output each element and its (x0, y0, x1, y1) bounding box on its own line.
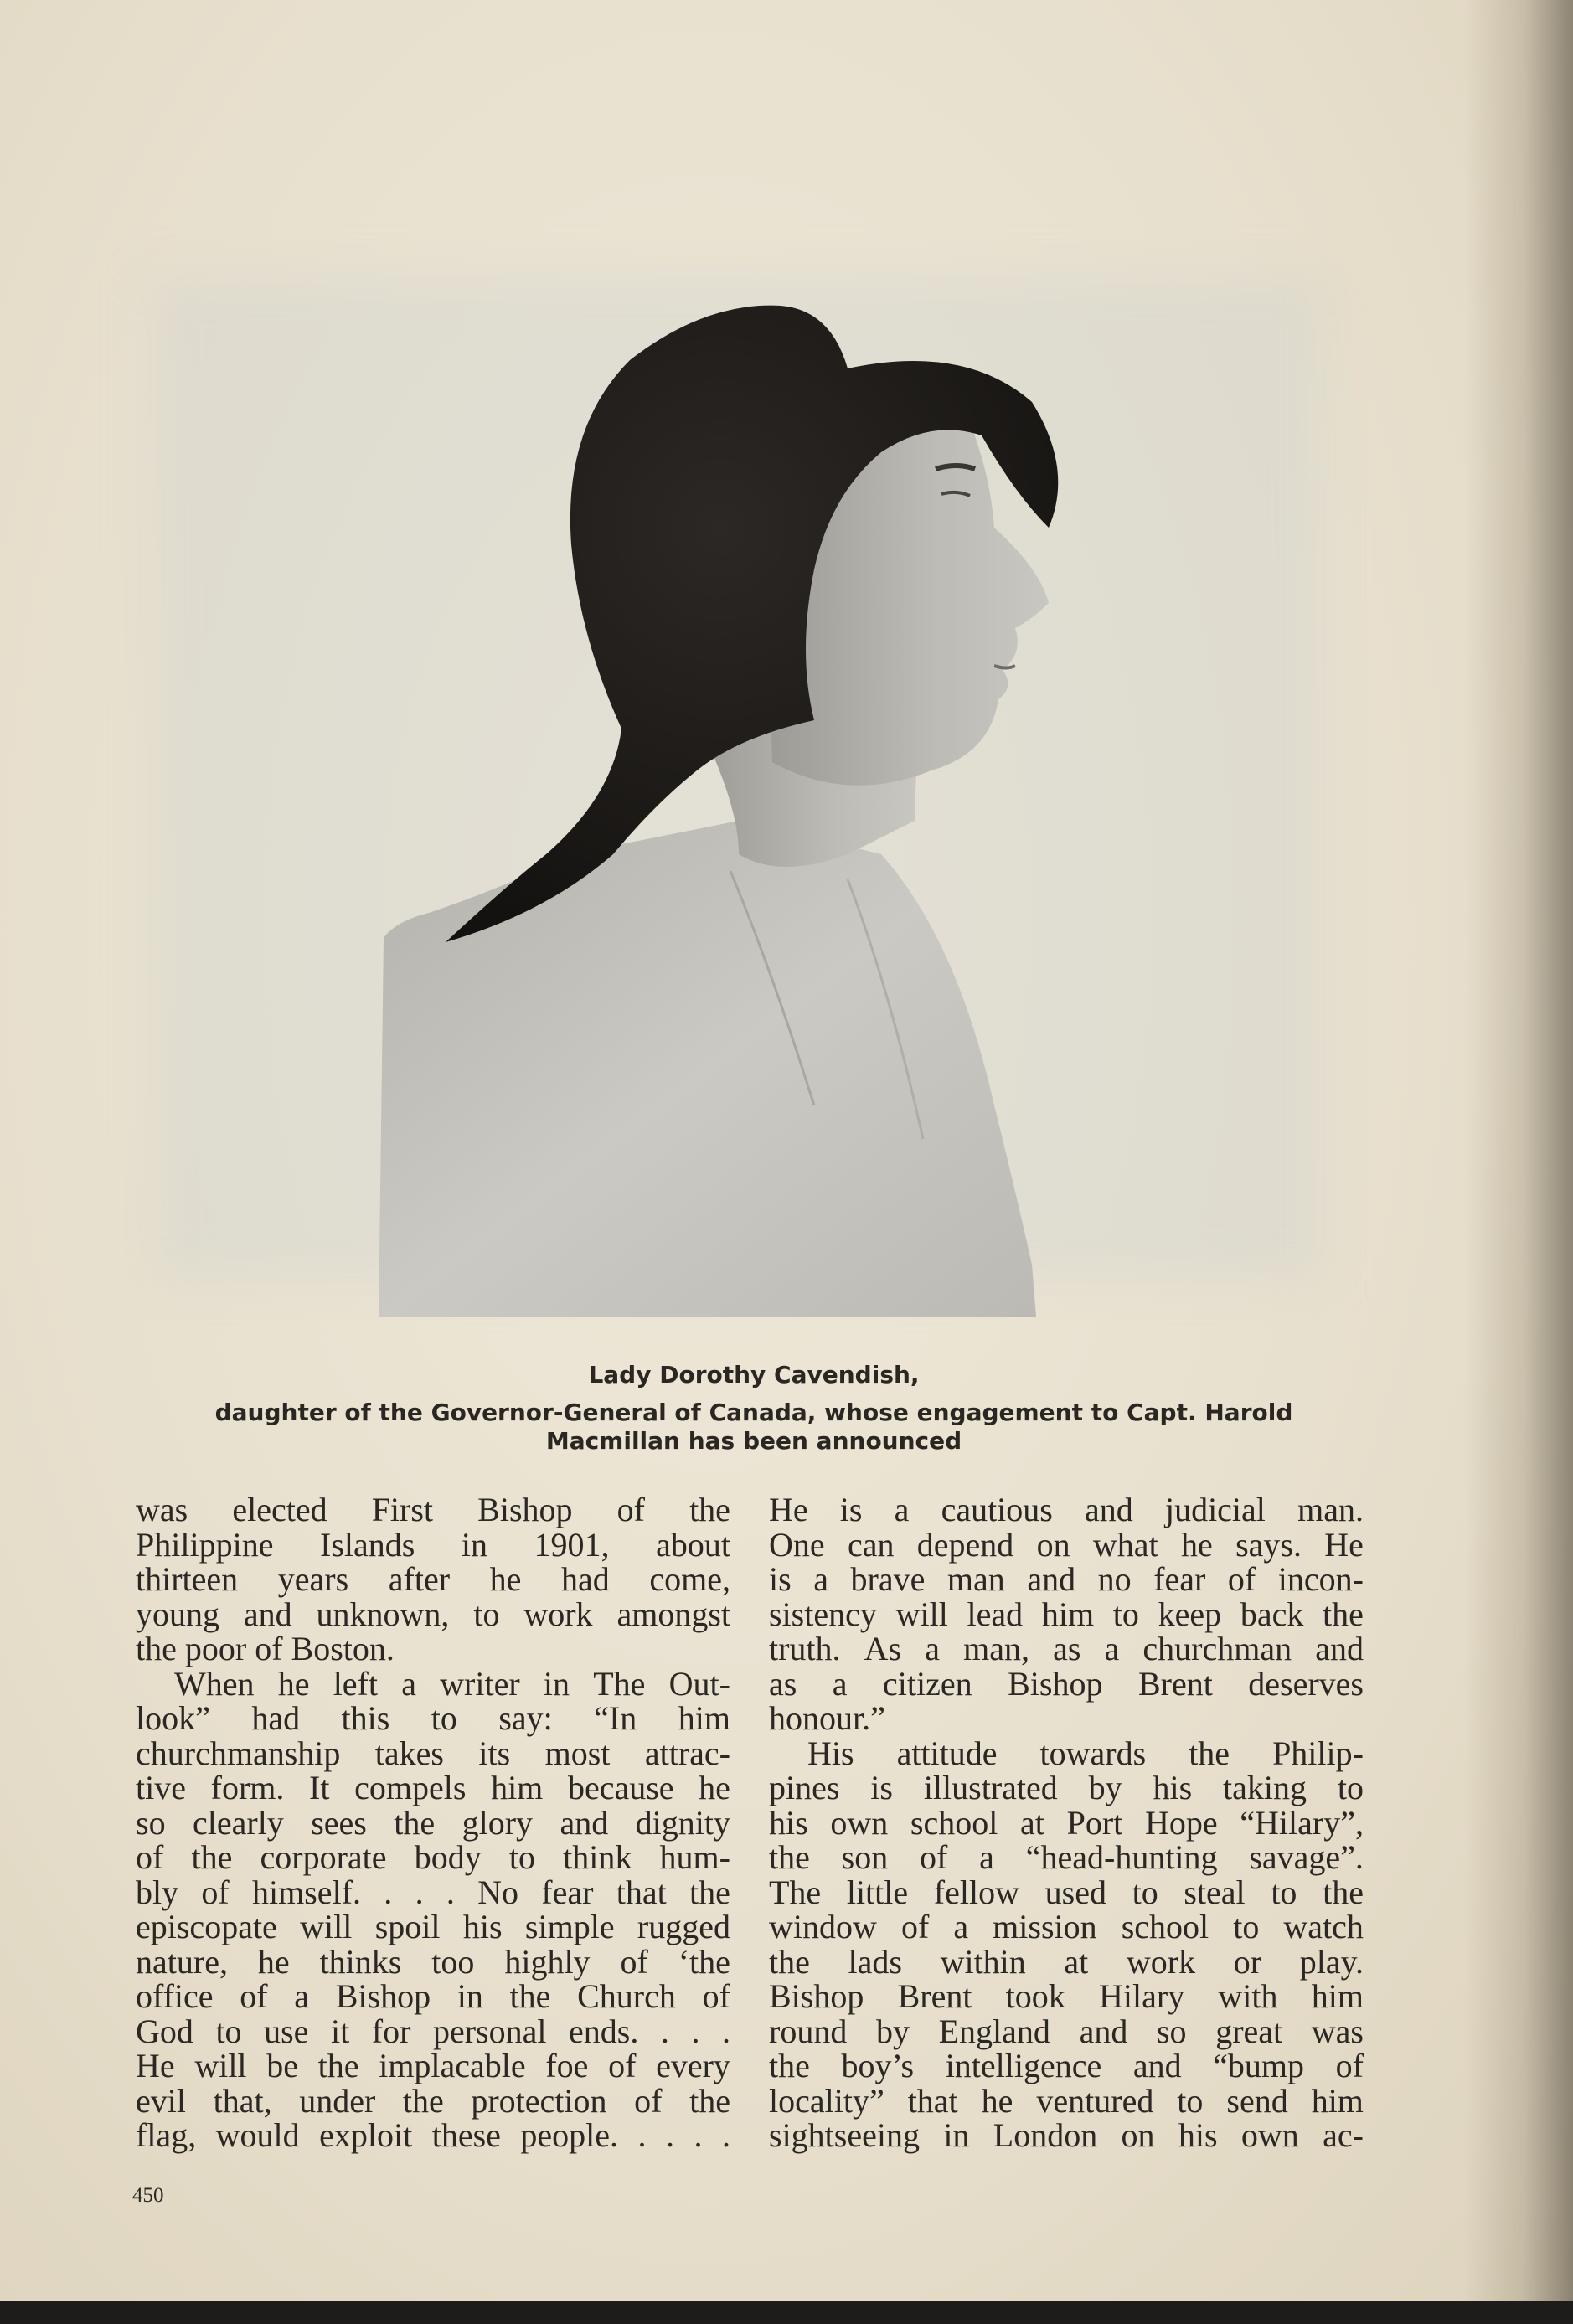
text-line: young and unknown, to work amongst (136, 1595, 730, 1633)
text-line: He will be the implacable foe of every (136, 2047, 730, 2084)
text-line: Bishop Brent took Hilary with him (769, 1977, 1364, 2015)
text-line: episcopate will spoil his simple rugged (136, 1908, 730, 1945)
text-line: He is a cautious and judicial man. (769, 1491, 1364, 1528)
text-line: honour.” (769, 1699, 885, 1737)
text-line: evil that, under the protection of the (136, 2081, 730, 2120)
page-number: 450 (132, 2184, 164, 2207)
text-line: office of a Bishop in the Church of (136, 1977, 730, 2015)
text-column-left (136, 1492, 730, 2153)
text-line: The little fellow used to steal to the (769, 1873, 1364, 1911)
text-line: tive form. It compels him because he (136, 1769, 730, 1806)
text-line: the son of a “head-hunting savage”. (769, 1838, 1364, 1876)
text-line: churchmanship takes its most attrac- (136, 1734, 730, 1772)
text-line: His attitude towards the Philip- (807, 1734, 1364, 1772)
text-line: locality” that he ventured to send him (769, 2081, 1364, 2120)
text-line: bly of himself. . . . No fear that the (136, 1873, 730, 1911)
text-line: flag, would exploit these people. . . . . (136, 2116, 730, 2154)
text-line: round by England and so great was (769, 2012, 1364, 2050)
caption-line: Macmillan has been announced (545, 1427, 962, 1455)
text-line: nature, he thinks too highly of ‘the (136, 1942, 730, 1981)
photo-caption-description (101, 1399, 1407, 1456)
text-line: the poor of Boston. (136, 1630, 395, 1667)
text-line: When he left a writer in The Out- (174, 1664, 730, 1703)
text-line: so clearly sees the glory and dignity (136, 1803, 730, 1842)
text-line: was elected First Bishop of the (136, 1491, 730, 1528)
text-line: pines is illustrated by his taking to (769, 1769, 1364, 1806)
text-line: of the corporate body to think hum- (136, 1838, 730, 1876)
text-line: the lads within at work or play. (769, 1942, 1364, 1981)
photo-caption-title: Lady Dorothy Cavendish, (588, 1361, 920, 1389)
text-line: God to use it for personal ends. . . . (136, 2012, 730, 2050)
text-line: his own school at Port Hope “Hilary”, (769, 1803, 1364, 1842)
text-line: as a citizen Bishop Brent deserves (769, 1664, 1364, 1703)
text-line: sistency will lead him to keep back the (769, 1595, 1364, 1633)
text-line: window of a mission school to watch (769, 1908, 1364, 1945)
text-line: thirteen years after he had come, (136, 1560, 730, 1598)
text-line: sightseeing in London on his own ac- (769, 2116, 1364, 2154)
spine-shadow (1464, 0, 1573, 2301)
text-line: is a brave man and no fear of incon- (769, 1560, 1364, 1598)
portrait-photo (379, 218, 1116, 1317)
text-column-right (769, 1492, 1364, 2153)
caption-line: daughter of the Governor-General of Canada, whose engagement to Capt. Harold (214, 1399, 1293, 1426)
text-line: the boy’s intelligence and “bump of (769, 2047, 1364, 2084)
text-line: Philippine Islands in 1901, about (136, 1525, 730, 1564)
text-line: One can depend on what he says. He (769, 1525, 1364, 1564)
text-line: truth. As a man, as a churchman and (769, 1630, 1364, 1667)
text-line: look” had this to say: “In him (136, 1699, 730, 1737)
